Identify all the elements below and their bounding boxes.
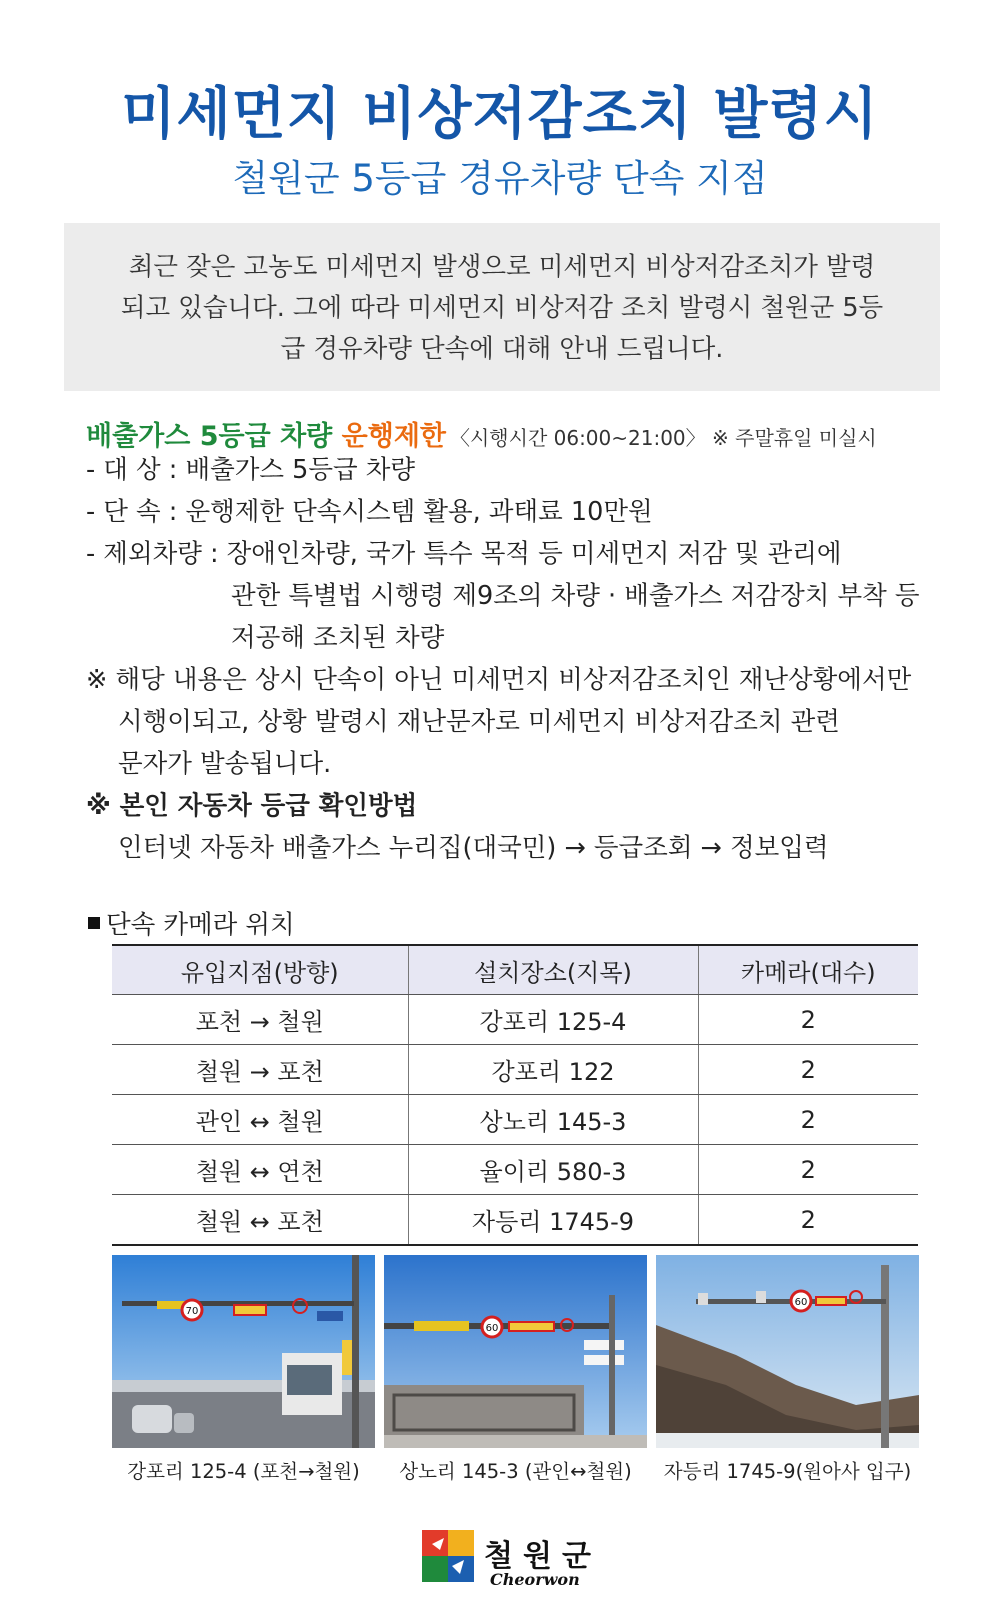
table-cell: 강포리 122 <box>408 1045 698 1095</box>
camera-photo-sangno <box>384 1255 647 1448</box>
table-cell: 2 <box>698 1195 918 1246</box>
page-title: 미세먼지 비상저감조치 발령시 <box>121 82 879 147</box>
target-line: - 대 상 : 배출가스 5등급 차량 <box>86 455 415 485</box>
section-heading <box>86 414 877 453</box>
table-cell: 2 <box>698 995 918 1045</box>
table-cell: 자등리 1745-9 <box>408 1195 698 1246</box>
speed-sign-text: 70 <box>185 1306 199 1317</box>
table-cell: 강포리 125-4 <box>408 995 698 1045</box>
table-row <box>112 1145 918 1195</box>
exemption-line: 관한 특별법 시행령 제9조의 차량 · 배출가스 저감장치 부착 등 <box>231 581 920 611</box>
photo-caption: 강포리 125-4 (포천→철원) <box>127 1460 360 1483</box>
logo-wordmark: 철원군 <box>484 1539 601 1574</box>
photo-caption: 자등리 1745-9(원아사 입구) <box>663 1460 912 1483</box>
table-header-cell: 유입지점(방향) <box>112 945 408 995</box>
intro-box <box>64 223 940 391</box>
cheorwon-emblem-icon <box>422 1530 474 1582</box>
section-heading-note: 〈시행시간 06:00~21:00〉 ※ 주말휴일 미실시 <box>449 426 877 450</box>
intro-line: 되고 있습니다. 그에 따라 미세먼지 비상저감 조치 발령시 철원군 5등 <box>120 293 884 323</box>
table-header-cell: 설치장소(지목) <box>408 945 698 995</box>
speed-sign-text: 60 <box>485 1323 499 1334</box>
camera-table <box>112 944 918 1246</box>
note-line: 시행이되고, 상황 발령시 재난문자로 미세먼지 비상저감조치 관련 <box>118 707 840 737</box>
table-row <box>112 995 918 1045</box>
camera-photo-jadeung <box>656 1255 919 1448</box>
table-header-cell: 카메라(대수) <box>698 945 918 995</box>
table-cell: 포천 → 철원 <box>112 995 408 1045</box>
table-cell: 철원 ↔ 포천 <box>112 1195 408 1246</box>
square-bullet-icon <box>88 917 100 929</box>
exemption-line: 저공해 조치된 차량 <box>231 623 445 653</box>
intro-line: 최근 잦은 고농도 미세먼지 발생으로 미세먼지 비상저감조치가 발령 <box>128 252 876 282</box>
logo-roman: Cheorwon <box>490 1570 580 1589</box>
table-row <box>112 1195 918 1246</box>
speed-sign-text: 60 <box>794 1297 808 1308</box>
section-heading-green: 배출가스 5등급 차량 <box>86 421 342 452</box>
enforcement-line: - 단 속 : 운행제한 단속시스템 활용, 과태료 10만원 <box>86 497 653 527</box>
table-cell: 2 <box>698 1145 918 1195</box>
table-cell: 관인 ↔ 철원 <box>112 1095 408 1145</box>
table-cell: 2 <box>698 1045 918 1095</box>
camera-photo-gangpo <box>112 1255 375 1448</box>
exemption-line: - 제외차량 : 장애인차량, 국가 특수 목적 등 미세먼지 저감 및 관리에 <box>86 539 842 569</box>
table-row <box>112 1045 918 1095</box>
table-row <box>112 1095 918 1145</box>
check-method-body: 인터넷 자동차 배출가스 누리집(대국민) → 등급조회 → 정보입력 <box>118 833 829 863</box>
table-cell: 율이리 580-3 <box>408 1145 698 1195</box>
table-cell: 상노리 145-3 <box>408 1095 698 1145</box>
note-line: ※ 해당 내용은 상시 단속이 아닌 미세먼지 비상저감조치인 재난상황에서만 <box>86 665 912 695</box>
table-header-row <box>112 945 918 995</box>
intro-line: 급 경유차량 단속에 대해 안내 드립니다. <box>280 334 724 364</box>
table-cell: 2 <box>698 1095 918 1145</box>
photo-caption: 상노리 145-3 (관인↔철원) <box>399 1460 632 1483</box>
section-heading-orange: 운행제한 <box>341 421 446 452</box>
table-cell: 철원 → 포천 <box>112 1045 408 1095</box>
camera-title-text: 단속 카메라 위치 <box>106 910 295 940</box>
note-line: 문자가 발송됩니다. <box>118 749 332 779</box>
page-subtitle: 철원군 5등급 경유차량 단속 지점 <box>232 157 768 200</box>
table-cell: 철원 ↔ 연천 <box>112 1145 408 1195</box>
check-method-title: ※ 본인 자동차 등급 확인방법 <box>86 791 418 821</box>
camera-section-title <box>88 905 295 941</box>
